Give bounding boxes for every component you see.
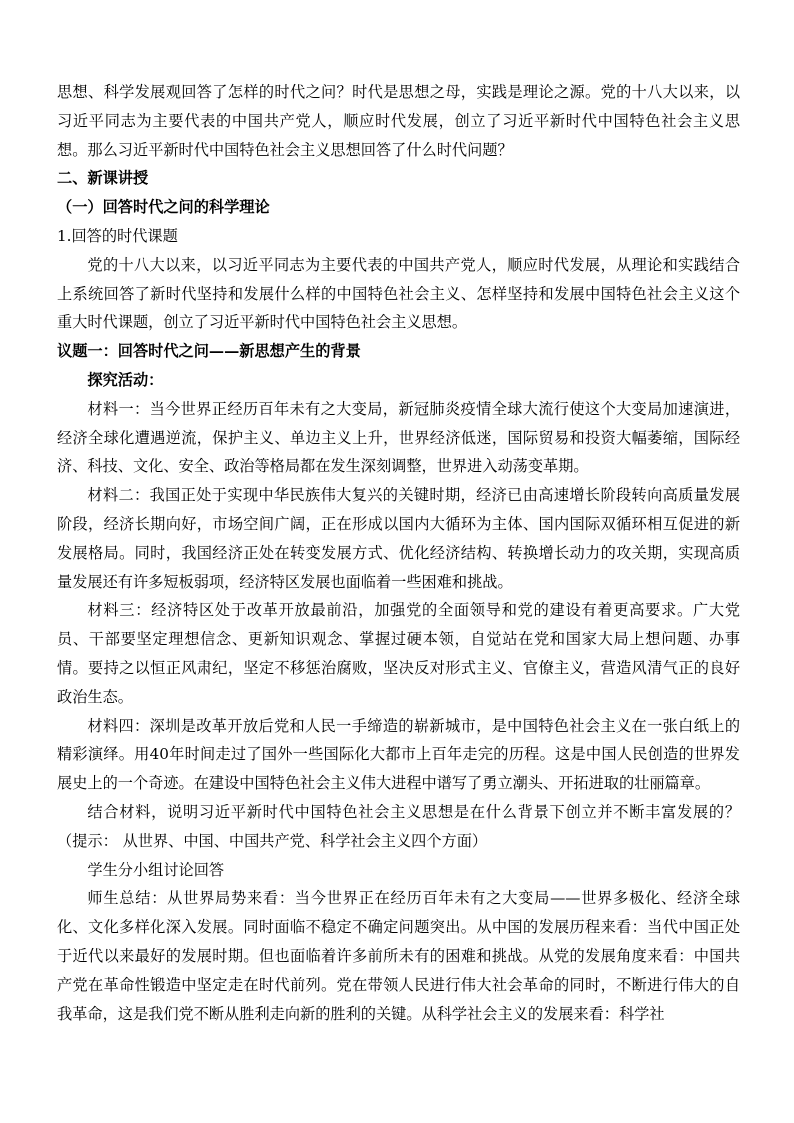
subsection-heading-theory: （一）回答时代之问的科学理论 (57, 198, 270, 217)
summary-paragraph: 师生总结：从世界局势来看：当今世界正在经历百年未有之大变局——世界多极化、经济全球化、文化多样化深入发展。同时面临不稳定不确定问题突出。从中国的发展历程来看：当代中国正处于近代以来最好的发展时期。但也面临着许多前所未有的困难和挑战。从党的发展角度来看：中国共产党在革命性锻造中坚定走在时代前列。党在带领人民进行伟大社会革命的同时，不断进行伟大的自我革命，这是我们党不断从胜利走向新的胜利的关键。从科学社会主义的发展来看：科学社 (57, 889, 740, 1023)
item-heading-era-topic: 1.回答的时代课题 (57, 226, 178, 245)
section-heading-new-lesson: 二、新课讲授 (57, 169, 149, 188)
topic-heading-background: 议题一：回答时代之问——新思想产生的背景 (57, 342, 361, 361)
material-one: 材料一：当今世界正经历百年未有之大变局，新冠肺炎疫情全球大流行使这个大变局加速演进，经济全球化遭遇逆流，保护主义、单边主义上升，世界经济低迷，国际贸易和投资大幅萎缩，国际经济、科技、文化、安全、政治等格局都在发生深刻调整，世界进入动荡变革期。 (57, 399, 740, 476)
intro-paragraph: 思想、科学发展观回答了怎样的时代之问？时代是思想之母，实践是理论之源。党的十八大以来，以习近平同志为主要代表的中国共产党人，顺应时代发展，创立了习近平新时代中国特色社会主义思想。那么习近平新时代中国特色社会主义思想回答了什么时代问题？ (57, 83, 740, 159)
question-paragraph: 结合材料，说明习近平新时代中国特色社会主义思想是在什么背景下创立并不断丰富发展的？（提示： 从世界、中国、中国共产党、科学社会主义四个方面） (57, 802, 740, 850)
material-three: 材料三：经济特区处于改革开放最前沿，加强党的全面领导和党的建设有着更高要求。广大党员、干部要坚定理想信念、更新知识观念、掌握过硬本领，自觉站在党和国家大局上想问题、办事情。要持之以恒正风肃纪，坚定不移惩治腐败，坚决反对形式主义、官僚主义，营造风清气正的良好政治生态。 (57, 601, 740, 706)
document-page (57, 78, 740, 1028)
discussion-line: 学生分小组讨论回答 (87, 860, 225, 879)
activity-label: 探究活动： (87, 370, 164, 389)
material-two: 材料二：我国正处于实现中华民族伟大复兴的关键时期，经济已由高速增长阶段转向高质量发展阶段，经济长期向好，市场空间广阔，正在形成以国内大循环为主体、国内国际双循环相互促进的新发展格局。同时，我国经济正处在转变发展方式、优化经济结构、转换增长动力的攻关期，实现高质量发展还有许多短板弱项，经济特区发展也面临着一些困难和挑战。 (57, 486, 740, 591)
material-four: 材料四：深圳是改革开放后党和人民一手缔造的崭新城市，是中国特色社会主义在一张白纸上的精彩演绎。用40年时间走过了国外一些国际化大都市上百年走完的历程。这是中国人民创造的世界发展史上的一个奇迹。在建设中国特色社会主义伟大进程中谱写了勇立潮头、开拓进取的壮丽篇章。 (57, 716, 740, 793)
item-body-era-topic: 党的十八大以来，以习近平同志为主要代表的中国共产党人，顺应时代发展，从理论和实践结合上系统回答了新时代坚持和发展什么样的中国特色社会主义、怎样坚持和发展中国特色社会主义这个重大时代课题，创立了习近平新时代中国特色社会主义思想。 (57, 255, 740, 332)
